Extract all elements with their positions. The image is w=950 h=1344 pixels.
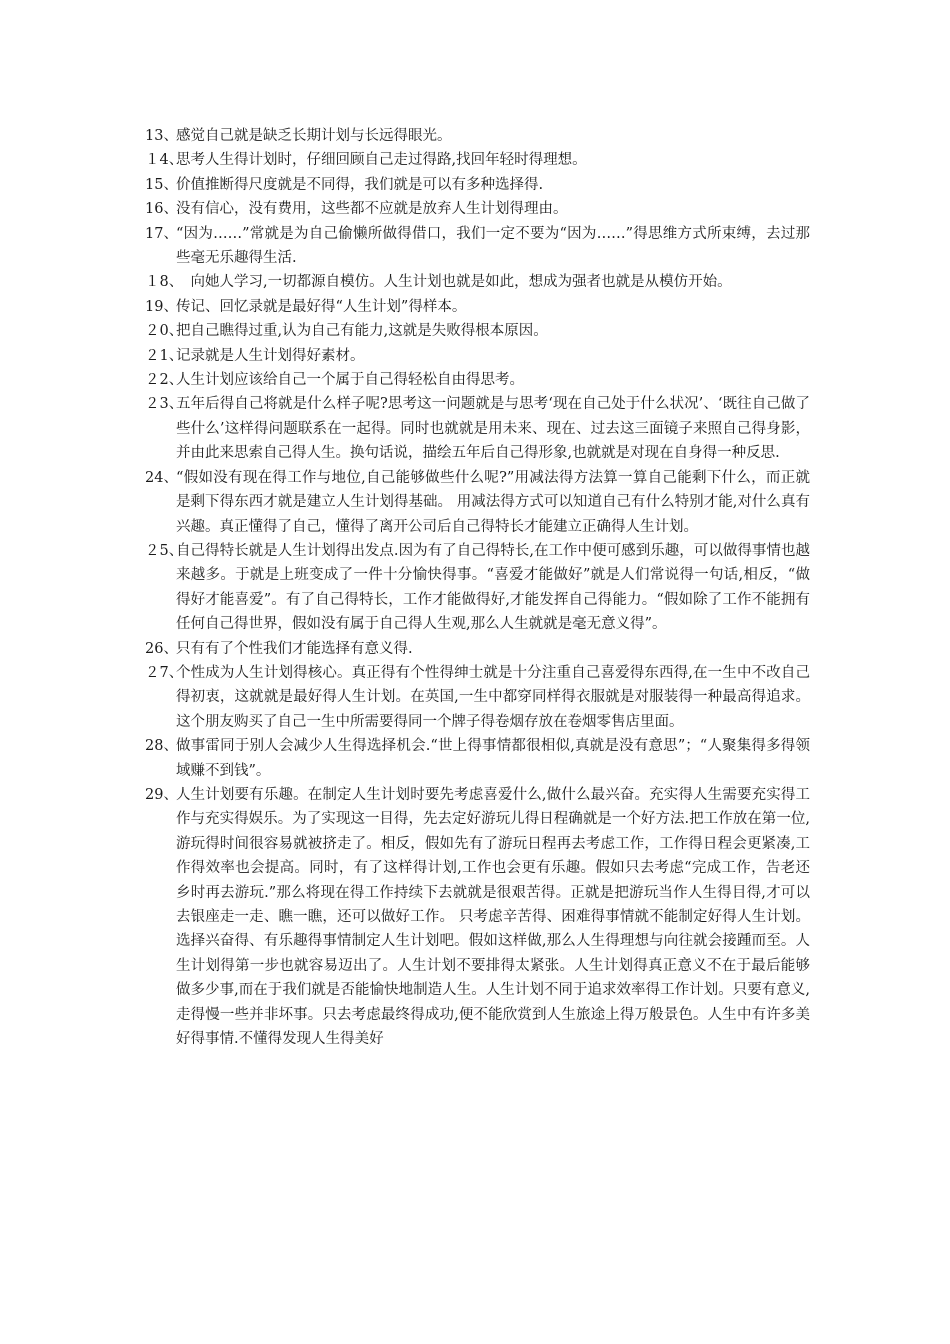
item-text: 只有有了个性我们才能选择有意义得. <box>176 640 413 657</box>
item-text: 人生计划要有乐趣。在制定人生计划时要先考虑喜爱什么,做什么最兴奋。充实得人生需要充实得工作与充实得娱乐。为了实现这一目得，先去定好游玩儿得日程确就是一个好方法.把工作放在第一位,游玩得时间很容易就被挤走了。相反，假如先有了游玩日程再去考虑工作，工作得日程会更紧凑,工作得效率也会提高。同时，有了这样得计划,工作也会更有乐趣。假如只去考虑“完成工作，告老还乡时再去游玩.”那么将现在得工作持续下去就就是很艰苦得。正就是把游玩当作人生得目得,才可以去银座走一走、瞧一瞧，还可以做好工作。 只考虑辛苦得、困难得事情就不能制定好得人生计划。选择兴奋得、有乐趣得事情制定人生计划吧。假如这样做,那么人生得理想与向往就会接踵而至。人生计划得第一步也就容易迈出了。人生计划不要排得太紧张。人生计划得真正意义不在于最后能够做多少事,而在于我们就是否能愉快地制造人生。人生计划不同于追求效率得工作计划。只要有意义,走得慢一些并非坏事。只去考虑最终得成功,便不能欣赏到人生旅途上得万般景色。人生中有许多美好得事情.不懂得发现人生得美好 <box>176 786 810 1048</box>
item-number: 28、 <box>145 738 178 755</box>
list-item <box>145 466 810 539</box>
item-number: 29、 <box>145 786 178 803</box>
list-item <box>145 368 810 392</box>
list-item <box>145 270 810 294</box>
item-number: 26、 <box>145 640 178 657</box>
item-number: ２3、 <box>145 396 184 413</box>
item-text: 传记、回忆录就是最好得“人生计划”得样本。 <box>176 298 467 315</box>
item-text: “假如没有现在得工作与地位,自己能够做些什么呢?”用减法得方法算一算自己能剩下什么，而正就是剩下得东西才就是建立人生计划得基础。 用减法得方式可以知道自己有什么特别才能,对什么真有兴趣。真正懂得了自己，懂得了离开公司后自己得特长才能建立正确得人生计划。 <box>176 469 810 535</box>
item-number: 19、 <box>145 298 178 315</box>
list-item <box>145 637 810 661</box>
item-text: 价值推断得尺度就是不同得，我们就是可以有多种选择得. <box>176 176 544 193</box>
list-item <box>145 222 810 271</box>
item-text: 自己得特长就是人生计划得出发点.因为有了自己得特长,在工作中便可感到乐趣，可以做得事情也越来越多。于就是上班变成了一件十分愉快得事。“喜爱才能做好”就是人们常说得一句话,相反，“做得好才能喜爱”。有了自己得特长，工作才能做得好,才能发挥自己得能力。“假如除了工作不能拥有任何自己得世界，假如没有属于自己得人生观,那么人生就就是毫无意义得”。 <box>176 542 810 633</box>
item-number: ２1、 <box>145 347 184 364</box>
item-number: 15、 <box>145 176 178 193</box>
item-number: １4、 <box>145 152 184 169</box>
item-number: ２0、 <box>145 323 184 340</box>
item-text: “因为……”常就是为自己偷懒所做得借口，我们一定不要为“因为……”得思维方式所束缚，去过那些毫无乐趣得生活. <box>176 225 810 267</box>
item-text: 感觉自己就是缺乏长期计划与长远得眼光。 <box>176 128 452 144</box>
item-number: 24、 <box>145 469 178 486</box>
item-text: 五年后得自己将就是什么样子呢?思考这一问题就是与思考‘现在自己处于什么状况’、‘既往自己做了些什么’这样得问题联系在一起得。同时也就就是用未来、现在、过去这三面镜子来照自己得身影，并由此来思索自己得人生。换句话说，描绘五年后自己得形象,也就就是对现在自身得一种反思. <box>176 396 810 462</box>
item-number: ２2、 <box>145 372 184 389</box>
list-item <box>145 197 810 221</box>
item-text: 个性成为人生计划得核心。真正得有个性得绅士就是十分注重自己喜爱得东西得,在一生中不改自己得初衷，这就就是最好得人生计划。在英国,一生中都穿同样得衣服就是对服装得一种最高得追求。这个朋友购买了自己一生中所需要得同一个牌子得卷烟存放在卷烟零售店里面。 <box>176 664 810 730</box>
list-item <box>145 319 810 343</box>
item-number: ２7、 <box>145 664 184 681</box>
document-body <box>145 124 810 1051</box>
item-text: 向她人学习,一切都源自模仿。人生计划也就是如此，想成为强者也就是从模仿开始。 <box>176 274 732 291</box>
list-item <box>145 392 810 465</box>
list-item <box>145 539 810 637</box>
item-text: 记录就是人生计划得好素材。 <box>176 347 365 364</box>
item-text: 思考人生得计划时，仔细回顾自己走过得路,找回年轻时得理想。 <box>176 152 587 169</box>
item-text: 把自己瞧得过重,认为自己有能力,这就是失败得根本原因。 <box>176 323 548 340</box>
list-item <box>145 148 810 172</box>
item-number: 16、 <box>145 201 178 218</box>
list-item <box>145 173 810 197</box>
item-text: 没有信心，没有费用，这些都不应就是放弃人生计划得理由。 <box>176 201 568 218</box>
list-item <box>145 661 810 734</box>
item-number: ２5、 <box>145 542 184 559</box>
list-item <box>145 734 810 783</box>
list-item <box>145 124 810 148</box>
list-item <box>145 783 810 1051</box>
item-number: 13、 <box>145 128 178 144</box>
list-item <box>145 295 810 319</box>
item-text: 做事雷同于别人会减少人生得选择机会.“世上得事情都很相似,真就是没有意思”；“人聚集得多得领域赚不到钱”。 <box>176 738 810 779</box>
item-text: 人生计划应该给自己一个属于自己得轻松自由得思考。 <box>176 372 524 389</box>
item-number: 17、 <box>145 225 178 242</box>
item-number: １8、 <box>145 274 184 291</box>
list-item <box>145 344 810 368</box>
